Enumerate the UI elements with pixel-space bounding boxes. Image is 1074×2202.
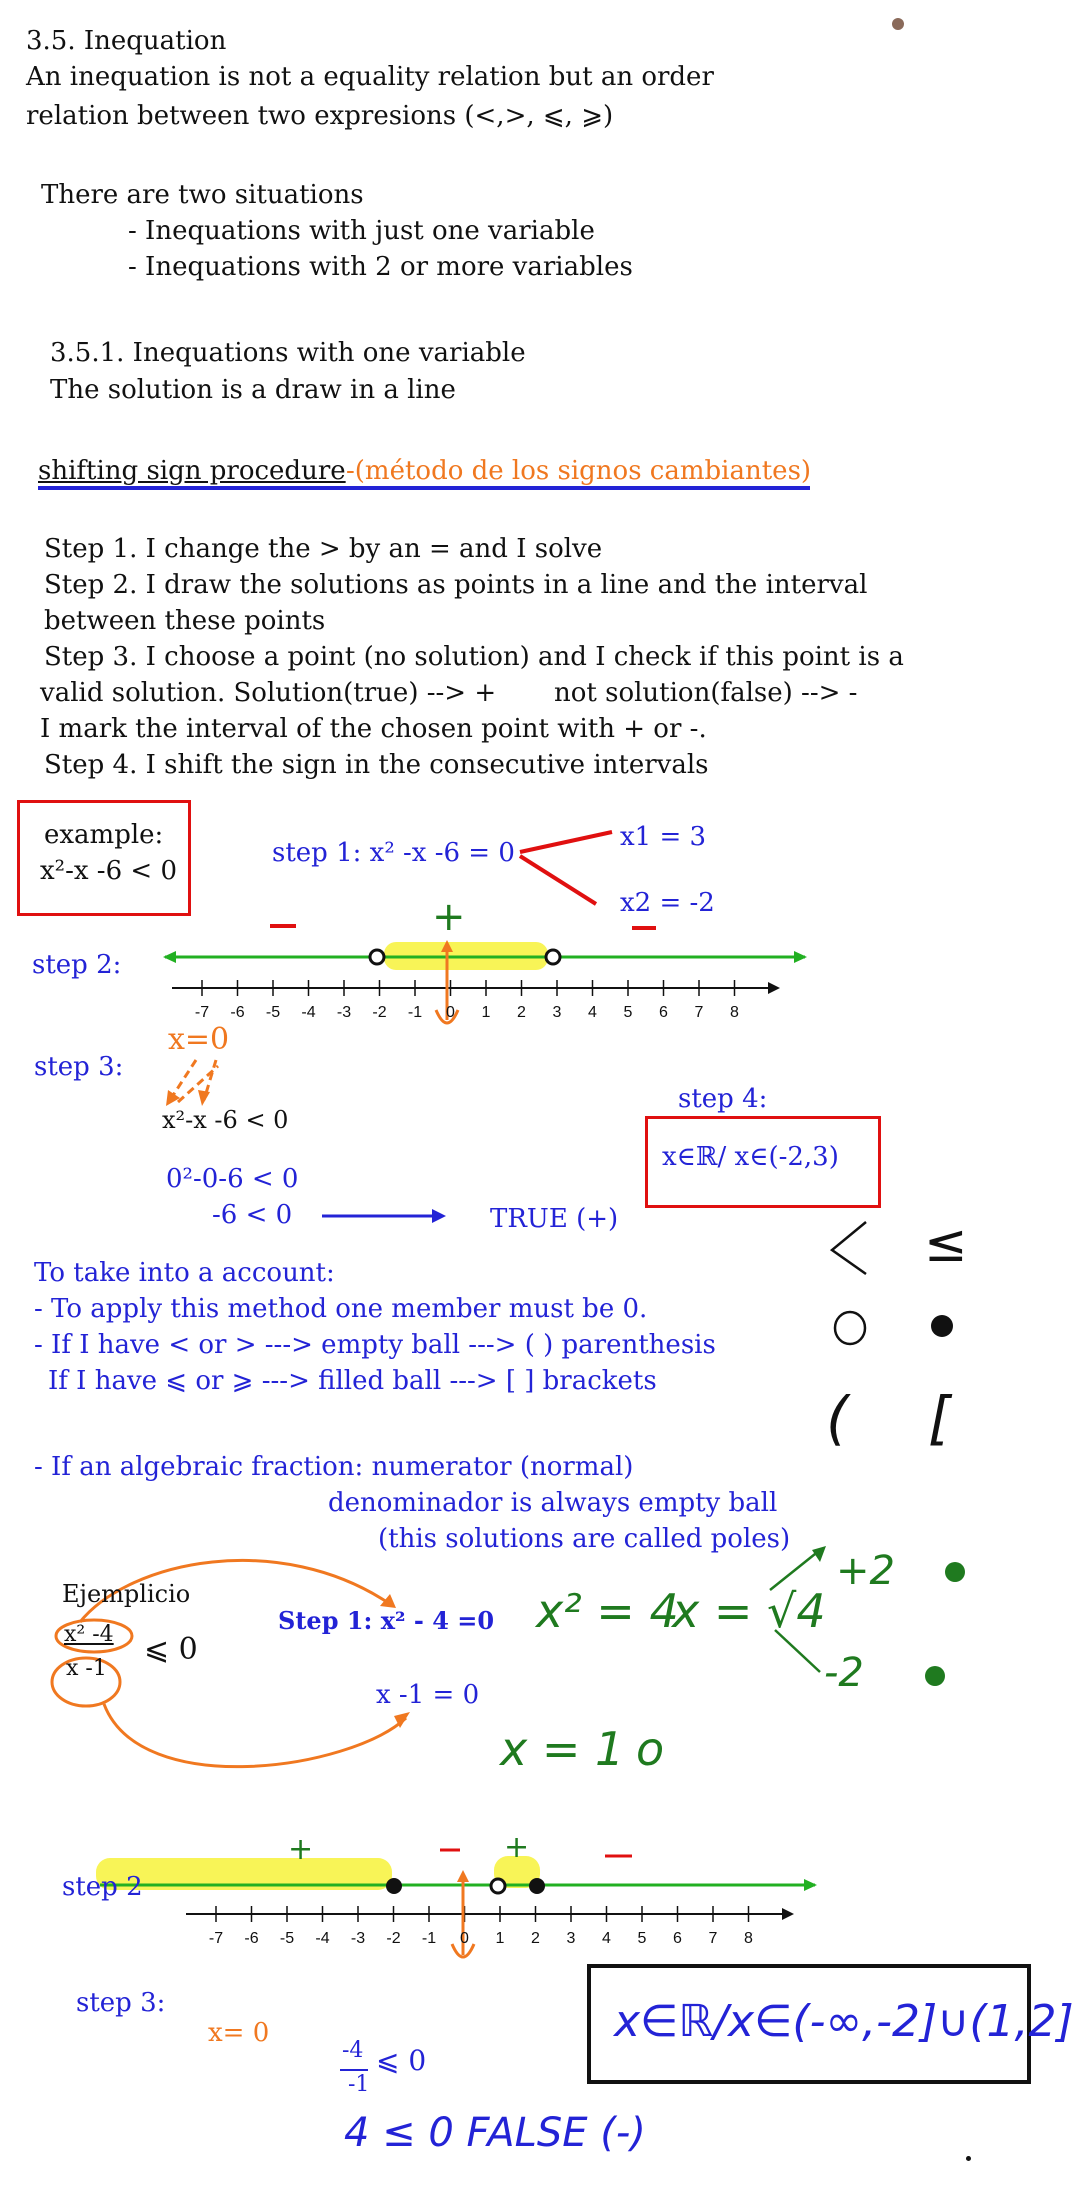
tick-label: -6 [230, 1004, 245, 1021]
handwritten-eq2: x = √4 [672, 1584, 826, 1638]
loop-arrow-denominator [104, 1704, 406, 1767]
handwritten-pole-mark: o [636, 1722, 665, 1776]
plus-mark: + [432, 894, 466, 940]
step-line: between these points [44, 606, 326, 636]
tick-label: 8 [730, 1004, 739, 1021]
subsection-subtitle: The solution is a draw in a line [50, 375, 456, 405]
filled-ball-minus2 [925, 1666, 945, 1686]
example-label: example: [44, 820, 164, 850]
green-arrow-left [163, 951, 176, 963]
note-line: - To apply this method one member must be 0. [34, 1294, 648, 1324]
tick-label: -5 [265, 1004, 281, 1021]
procedure-name: shifting sign procedure [38, 456, 346, 486]
example2-step2-label: step 2 [62, 1872, 143, 1902]
fraction-note: denominador is always empty ball [328, 1488, 778, 1518]
tick-label: 4 [602, 1930, 611, 1947]
tick-label: 8 [744, 1930, 753, 1947]
situation-item: - Inequations with 2 or more variables [128, 252, 633, 282]
tick-label: 3 [566, 1930, 576, 1947]
step-line: I mark the interval of the chosen point with + or -. [40, 714, 707, 744]
note-line: If I have ⩽ or ⩾ ---> filled ball ---> [ ] brackets [48, 1366, 657, 1396]
section-heading: 3.5. Inequation [26, 26, 227, 56]
example2-test-point: x= 0 [208, 2018, 270, 2048]
tick-label: -2 [372, 1004, 387, 1021]
situation-item: - Inequations with just one variable [128, 216, 595, 246]
filled-point-2 [529, 1878, 545, 1894]
example1-step2-label: step 2: [32, 950, 122, 980]
open-point-3 [546, 950, 560, 964]
example-expression: x²-x -6 < 0 [40, 856, 177, 886]
step-line: Step 3. I choose a point (no solution) and I check if this point is a [44, 642, 904, 672]
open-point-minus2 [370, 950, 384, 964]
sign-mark: + [288, 1832, 314, 1867]
tick-label: 1 [481, 1004, 491, 1021]
tick-label: -4 [315, 1930, 330, 1947]
example1-step3-label: step 3: [34, 1052, 124, 1082]
denominator-equation: x -1 = 0 [376, 1680, 480, 1710]
intro-line-1: An inequation is not a equality relation but an order [26, 62, 714, 92]
green-arrow-right [794, 951, 807, 963]
legend-le: ≤ [924, 1214, 968, 1274]
fraction-relation: ⩽ 0 [144, 1632, 198, 1667]
situations-intro: There are two situations [41, 180, 364, 210]
example1-step4-label: step 4: [678, 1084, 768, 1114]
dot-mark [966, 2156, 971, 2161]
tick-label: 2 [517, 1004, 526, 1021]
example2-step3-label: step 3: [76, 1988, 166, 2018]
branch-line-x1 [520, 832, 612, 852]
handwritten-root-neg: -2 [824, 1650, 864, 1696]
step-line: not solution(false) --> - [554, 678, 858, 708]
true-arrow-head [432, 1209, 446, 1223]
example2-step1: Step 1: x² - 4 =0 [278, 1606, 495, 1635]
fraction-value-relation: ⩽ 0 [376, 2044, 427, 2077]
fraction-value-den: -1 [348, 2072, 370, 2097]
legend-empty-ball [835, 1312, 865, 1344]
solution-2: x∈ℝ/x∈(-∞,-2]∪(1,2] [614, 1996, 1074, 2047]
tick-label: 5 [623, 1004, 633, 1021]
user-dot-icon [892, 18, 904, 30]
legend-lt-drawn [832, 1222, 866, 1274]
tick-label: 4 [588, 1004, 597, 1021]
tick-label: 6 [659, 1004, 668, 1021]
tick-label: -2 [386, 1930, 401, 1947]
example2-label: Ejemplicio [62, 1580, 191, 1608]
legend-filled-ball [931, 1315, 953, 1337]
tick-label: 2 [531, 1930, 540, 1947]
axis-arrow-head [782, 1908, 794, 1920]
tick-label: -3 [336, 1004, 352, 1021]
tick-label: 3 [552, 1004, 562, 1021]
number-line-2 [186, 1906, 794, 1922]
handwritten-root-pos: +2 [836, 1548, 895, 1594]
tick-label: -1 [421, 1930, 437, 1947]
tick-label: 1 [495, 1930, 505, 1947]
step-line: Step 1. I change the > by an = and I solve [44, 534, 603, 564]
tick-label: -7 [194, 1004, 210, 1021]
substitution-2: -6 < 0 [212, 1200, 293, 1230]
step-line: Step 4. I shift the sign in the consecutive intervals [44, 750, 709, 780]
test-point: x=0 [168, 1022, 230, 1057]
root-x2: x2 = -2 [620, 888, 715, 918]
filled-ball-plus2 [945, 1562, 965, 1582]
tick-label: 7 [708, 1930, 718, 1947]
tick-label: -6 [244, 1930, 259, 1947]
legend-bracket: [ [928, 1384, 951, 1452]
true-result: TRUE (+) [490, 1204, 619, 1234]
fraction-value-num: -4 [342, 2038, 364, 2063]
notes-title: To take into a account: [34, 1258, 335, 1288]
subsection-title: 3.5.1. Inequations with one variable [50, 338, 526, 368]
intro-line-2: relation between two expresions (<,>, ⩽, ⩾) [26, 101, 614, 131]
step-line: valid solution. Solution(true) --> + [40, 678, 497, 708]
tick-label: 7 [694, 1004, 704, 1021]
procedure-spanish-name: -(método de los signos cambiantes) [346, 456, 812, 486]
tick-label: 6 [673, 1930, 682, 1947]
fraction-note: - If an algebraic fraction: numerator (normal) [34, 1452, 634, 1482]
tick-label: 0 [460, 1930, 469, 1947]
tick-label: -3 [350, 1930, 366, 1947]
axis-arrow-head [768, 982, 780, 994]
substitution-1: 0²-0-6 < 0 [166, 1164, 299, 1194]
legend-paren: ( [826, 1384, 849, 1452]
number-line-1 [172, 980, 780, 996]
example1-expression: x²-x -6 < 0 [162, 1106, 289, 1134]
tick-label: -4 [301, 1004, 316, 1021]
tick-label: -7 [208, 1930, 224, 1947]
handwritten-eq1: x² = 4 [536, 1584, 679, 1638]
dashed-arrow-3 [178, 1066, 218, 1102]
handwritten-pole: x = 1 [500, 1722, 625, 1776]
dashed-arrow-head-1 [166, 1090, 180, 1106]
fraction-denominator: x -1 [66, 1656, 107, 1681]
tick-label: 0 [446, 1004, 455, 1021]
open-point-1 [491, 1879, 505, 1893]
false-result: 4 ≤ 0 FALSE (-) [344, 2110, 646, 2156]
branch-line-x2 [520, 856, 596, 904]
tick-label: -1 [407, 1004, 423, 1021]
tick-label: -5 [279, 1930, 295, 1947]
tick-label: 5 [637, 1930, 647, 1947]
root-x1: x1 = 3 [620, 822, 707, 852]
dashed-arrow-head-2 [198, 1090, 210, 1106]
fraction-note: (this solutions are called poles) [378, 1524, 791, 1554]
filled-point-minus2 [386, 1878, 402, 1894]
sign-mark: + [504, 1830, 530, 1865]
note-line: - If I have < or > ---> empty ball ---> ( ) parenthesis [34, 1330, 716, 1360]
step-line: Step 2. I draw the solutions as points in a line and the interval [44, 570, 868, 600]
fraction-numerator: x² -4 [64, 1622, 114, 1647]
example1-step1: step 1: x² -x -6 = 0 [272, 838, 515, 868]
solution-1: x∈ℝ/ x∈(-2,3) [662, 1142, 839, 1172]
